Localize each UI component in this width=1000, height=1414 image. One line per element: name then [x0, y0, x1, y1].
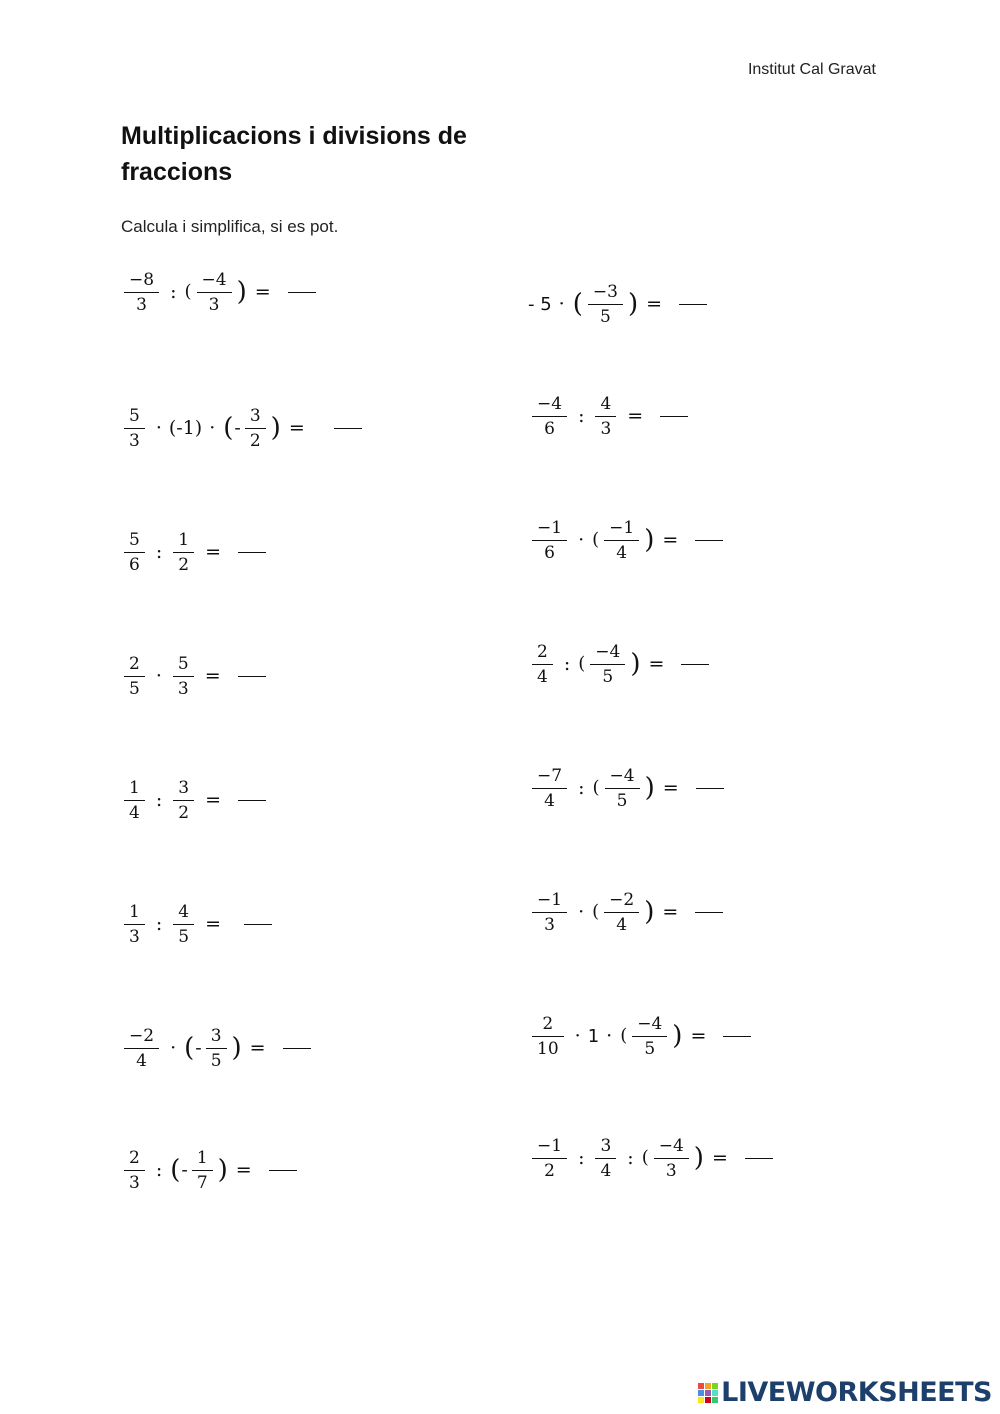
fraction: $\frac{1}{4}$ [124, 778, 145, 823]
equals-sign: = [204, 665, 221, 687]
fraction: $\frac{2}{4}$ [532, 642, 553, 687]
fraction: $\frac{4}{5}$ [173, 902, 194, 947]
fraction: $\frac{-2}{4}$ [604, 890, 639, 935]
fraction: $\frac{-4}{5}$ [605, 766, 640, 811]
fraction: $\frac{-4}{6}$ [532, 394, 567, 439]
exercise-left-5 [120, 772, 266, 828]
liveworksheets-logo [698, 1377, 992, 1408]
operator: · [606, 1025, 613, 1047]
instruction-text: Calcula i simplifica, si es pot. [121, 217, 339, 236]
fraction: $\frac{2}{5}$ [124, 654, 145, 699]
equals-sign: = [662, 529, 679, 551]
exercise-right-2 [528, 388, 688, 444]
exercise-right-6: $\frac{-1}{3}$ · ( $\frac{-2}{4}$ ) = [528, 884, 723, 940]
fraction: $\frac{-4}{3}$ [197, 270, 232, 315]
equals-sign: = [648, 653, 665, 675]
equals-sign: = [235, 1159, 252, 1181]
fraction: $\frac{-8}{3}$ [124, 270, 159, 315]
operator: · [558, 293, 565, 315]
integer-term: (-1) [168, 417, 203, 439]
equals-sign: = [662, 777, 679, 799]
minus-sign: - [181, 1159, 188, 1181]
equals-sign: = [205, 789, 221, 811]
answer-blank[interactable] [695, 912, 723, 913]
exercise-right-5: $\frac{-7}{4}$ : ( $\frac{-4}{5}$ ) = [528, 760, 724, 816]
operator: : [155, 1159, 163, 1181]
operator: · [209, 417, 216, 439]
integer-term: 1 [587, 1025, 600, 1047]
exercise-right-1: - 5 · ( $\frac{-3}{5}$ ) = [528, 276, 707, 332]
fraction: $\frac{5}{3}$ [173, 654, 194, 699]
equals-sign: = [205, 913, 221, 935]
operator: · [574, 1025, 581, 1047]
fraction: $\frac{-7}{4}$ [532, 766, 567, 811]
fraction: $\frac{-1}{3}$ [532, 890, 567, 935]
fraction: $\frac{-3}{5}$ [588, 282, 623, 327]
fraction: $\frac{3}{5}$ [206, 1026, 227, 1071]
fraction: $\frac{1}{7}$ [192, 1148, 213, 1193]
exercise-right-7: $\frac{2}{10}$ · 1 · ( $\frac{-4}{5}$ ) = [528, 1008, 751, 1064]
fraction: $\frac{3}{4}$ [595, 1136, 616, 1181]
equals-sign: = [690, 1025, 707, 1047]
equals-sign: = [646, 293, 663, 315]
operator: : [155, 789, 163, 811]
answer-blank[interactable] [238, 552, 266, 553]
fraction: $\frac{2}{10}$ [532, 1014, 564, 1059]
equals-sign: = [662, 901, 679, 923]
equals-sign: = [249, 1037, 266, 1059]
exercise-right-3: $\frac{-1}{6}$ · ( $\frac{-1}{4}$ ) = [528, 512, 723, 568]
fraction: $\frac{-4}{5}$ [590, 642, 625, 687]
logo-grid-icon [698, 1383, 718, 1403]
equals-sign: = [205, 541, 221, 563]
exercise-left-4 [120, 648, 266, 704]
fraction: $\frac{-2}{4}$ [124, 1026, 159, 1071]
answer-blank[interactable] [334, 428, 362, 429]
brand-name: LIVEWORKSHEETS [721, 1377, 992, 1408]
fraction: $\frac{1}{2}$ [173, 530, 194, 575]
minus-sign: - [234, 417, 241, 439]
answer-blank[interactable] [696, 788, 724, 789]
fraction: $\frac{1}{3}$ [124, 902, 145, 947]
exercise-right-8: $\frac{-1}{2}$ : $\frac{3}{4}$ : ( $\frac{-4}{3}$ ) = [528, 1130, 773, 1186]
answer-blank[interactable] [695, 540, 723, 541]
operator: : [578, 777, 585, 799]
fraction: $\frac{3}{2}$ [173, 778, 194, 823]
answer-blank[interactable] [745, 1158, 773, 1159]
answer-blank[interactable] [679, 304, 707, 305]
operator: : [563, 653, 571, 675]
answer-blank[interactable] [288, 292, 316, 293]
exercise-left-2: $\frac{5}{3}$ · (-1) · ( - $\frac{3}{2}$ ) = [120, 400, 362, 456]
fraction: $\frac{-1}{2}$ [532, 1136, 567, 1181]
answer-blank[interactable] [283, 1048, 311, 1049]
exercise-left-1: $\frac{-8}{3}$ : ( $\frac{-4}{3}$ ) = [120, 264, 316, 320]
fraction: $\frac{5}{6}$ [124, 530, 145, 575]
operator: · [578, 901, 585, 923]
operator: · [155, 417, 162, 439]
fraction: $\frac{-1}{6}$ [532, 518, 567, 563]
fraction: $\frac{4}{3}$ [595, 394, 616, 439]
operator: : [627, 1147, 634, 1169]
equals-sign: = [627, 405, 644, 427]
operator: : [155, 913, 163, 935]
exercise-left-6 [120, 896, 272, 952]
operator: : [155, 541, 163, 563]
answer-blank[interactable] [681, 664, 709, 665]
operator: : [170, 281, 177, 303]
equals-sign: = [288, 417, 305, 439]
page-title: Multiplicacions i divisions de fraccions [121, 122, 467, 186]
integer-term: - 5 [528, 293, 552, 315]
answer-blank[interactable] [244, 924, 272, 925]
exercise-left-7: $\frac{-2}{4}$ · ( - $\frac{3}{5}$ ) = [120, 1020, 311, 1076]
operator: · [170, 1037, 177, 1059]
school-name: Institut Cal Gravat [747, 61, 876, 78]
answer-blank[interactable] [269, 1170, 297, 1171]
fraction: $\frac{-4}{3}$ [654, 1136, 689, 1181]
minus-sign: - [195, 1037, 202, 1059]
fraction: $\frac{3}{2}$ [245, 406, 266, 451]
fraction: $\frac{-4}{5}$ [632, 1014, 667, 1059]
operator: · [155, 665, 162, 687]
fraction: $\frac{-1}{4}$ [604, 518, 639, 563]
exercise-left-3 [120, 524, 266, 580]
operator: : [578, 405, 585, 427]
operator: · [578, 529, 585, 551]
fraction: $\frac{2}{3}$ [124, 1148, 145, 1193]
answer-blank[interactable] [723, 1036, 751, 1037]
exercise-left-8: $\frac{2}{3}$ : ( - $\frac{1}{7}$ ) = [120, 1142, 297, 1198]
exercise-right-4: $\frac{2}{4}$ : ( $\frac{-4}{5}$ ) = [528, 636, 709, 692]
answer-blank[interactable] [238, 676, 266, 677]
answer-blank[interactable] [238, 800, 266, 801]
fraction: $\frac{5}{3}$ [124, 406, 145, 451]
answer-blank[interactable] [660, 416, 688, 417]
operator: : [578, 1147, 585, 1169]
equals-sign: = [711, 1147, 728, 1169]
equals-sign: = [254, 281, 271, 303]
